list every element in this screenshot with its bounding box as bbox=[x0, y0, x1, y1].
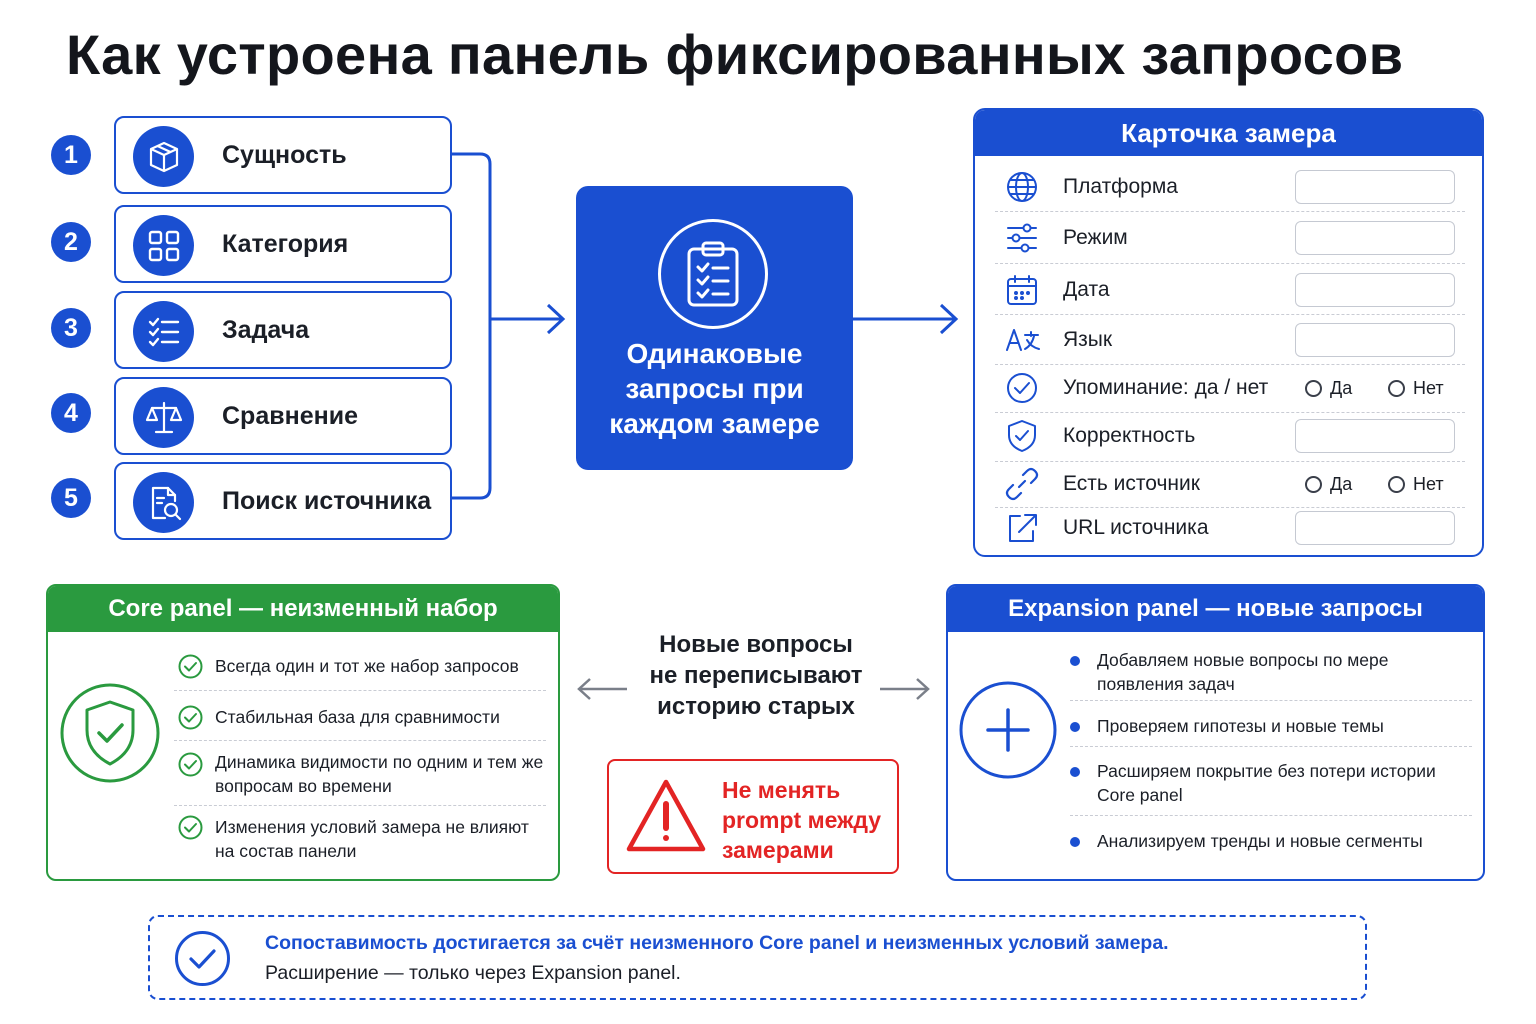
plus-circle-icon bbox=[958, 680, 1058, 780]
sliders-icon bbox=[1005, 221, 1039, 255]
divider bbox=[174, 740, 546, 741]
shield-check-icon bbox=[59, 682, 161, 784]
check-circle-icon bbox=[178, 752, 203, 777]
warning-triangle-icon bbox=[626, 778, 706, 854]
radio-label: Да bbox=[1330, 474, 1353, 494]
card-row-label: Упоминание: да / нет bbox=[1063, 376, 1269, 399]
radio-label: Да bbox=[1330, 378, 1353, 398]
comparability-note-line-1: Сопоставимость достигается за счёт неизменного Core panel и неизменных условий замера. bbox=[265, 932, 1169, 954]
comparability-note bbox=[148, 915, 1367, 1000]
card-row-label: Есть источник bbox=[1063, 472, 1200, 495]
warning-line-2: prompt между bbox=[722, 807, 882, 833]
history-note-line-1: Новые вопросы bbox=[659, 631, 853, 658]
language-icon bbox=[1005, 323, 1039, 357]
step-number-2: 2 bbox=[51, 222, 91, 262]
history-note-line-2: не переписывают bbox=[649, 662, 863, 689]
card-row-correctness bbox=[995, 419, 1465, 455]
expansion-panel bbox=[946, 584, 1485, 881]
step-source-search bbox=[114, 462, 452, 540]
card-row-label: Дата bbox=[1063, 278, 1110, 301]
radio-label: Нет bbox=[1413, 378, 1444, 398]
divider bbox=[174, 805, 546, 806]
same-queries-text bbox=[576, 336, 853, 441]
scales-icon bbox=[133, 387, 194, 448]
core-panel bbox=[46, 584, 560, 881]
measurement-card bbox=[973, 108, 1484, 557]
step-entity bbox=[114, 116, 452, 194]
expansion-item-text: Анализируем тренды и новые сегменты bbox=[1097, 831, 1423, 851]
card-row-language bbox=[995, 323, 1465, 359]
same-queries-box bbox=[576, 186, 853, 470]
globe-icon bbox=[1005, 170, 1039, 204]
divider bbox=[995, 314, 1465, 315]
mention-no-radio[interactable] bbox=[1388, 378, 1444, 399]
radio-circle bbox=[1305, 380, 1322, 397]
document-search-icon bbox=[133, 472, 194, 533]
divider bbox=[174, 690, 546, 691]
card-row-label: Платформа bbox=[1063, 175, 1178, 198]
step-number-1: 1 bbox=[51, 135, 91, 175]
divider bbox=[995, 461, 1465, 462]
core-item-text: Стабильная база для сравнимости bbox=[215, 707, 500, 727]
calendar-icon bbox=[1005, 273, 1039, 307]
warning-line-3: замерами bbox=[722, 837, 834, 863]
step-number-3: 3 bbox=[51, 308, 91, 348]
step-label: Поиск источника bbox=[222, 486, 432, 515]
divider bbox=[1070, 700, 1472, 701]
comparability-note-line-2: Расширение — только через Expansion panel. bbox=[265, 962, 681, 984]
grid-icon bbox=[133, 215, 194, 276]
mode-field[interactable] bbox=[1295, 221, 1455, 255]
card-row-mention bbox=[995, 371, 1465, 407]
radio-circle bbox=[1388, 380, 1405, 397]
bullet bbox=[1070, 767, 1080, 777]
step-label: Сравнение bbox=[222, 401, 358, 430]
divider bbox=[995, 412, 1465, 413]
core-item-text: Изменения условий замера не влияют на состав панели bbox=[215, 817, 529, 861]
divider bbox=[995, 263, 1465, 264]
card-row-label: Язык bbox=[1063, 328, 1113, 351]
correctness-field[interactable] bbox=[1295, 419, 1455, 453]
card-row-has-source bbox=[995, 467, 1465, 503]
card-row-label: Режим bbox=[1063, 226, 1128, 249]
check-circle-icon bbox=[178, 654, 203, 679]
radio-circle bbox=[1388, 476, 1405, 493]
clipboard-checklist-icon bbox=[658, 219, 768, 329]
step-comparison bbox=[114, 377, 452, 455]
step-task bbox=[114, 291, 452, 369]
step-label: Сущность bbox=[222, 140, 347, 169]
page-title: Как устроена панель фиксированных запросов bbox=[66, 23, 1404, 86]
expansion-item-text: Добавляем новые вопросы по мере появления задач bbox=[1097, 650, 1389, 694]
card-row-source-url bbox=[995, 511, 1465, 547]
source-url-field[interactable] bbox=[1295, 511, 1455, 545]
expansion-item-text: Проверяем гипотезы и новые темы bbox=[1097, 716, 1384, 736]
check-circle-icon bbox=[178, 705, 203, 730]
expansion-panel-title: Expansion panel — новые запросы bbox=[948, 586, 1483, 632]
cube-icon bbox=[133, 126, 194, 187]
check-circle-icon bbox=[174, 930, 231, 987]
step-label: Категория bbox=[222, 229, 349, 258]
check-circle-icon bbox=[1005, 371, 1039, 405]
step-label: Задача bbox=[222, 315, 310, 344]
divider bbox=[1070, 815, 1472, 816]
card-row-platform bbox=[995, 170, 1465, 206]
divider bbox=[995, 211, 1465, 212]
card-row-mode bbox=[995, 221, 1465, 257]
core-panel-title: Core panel — неизменный набор bbox=[48, 586, 558, 632]
bullet bbox=[1070, 722, 1080, 732]
warning-box bbox=[607, 759, 899, 874]
same-queries-line-3: каждом замере bbox=[609, 408, 820, 439]
warning-line-1: Не менять bbox=[722, 777, 841, 803]
platform-field[interactable] bbox=[1295, 170, 1455, 204]
shield-check-icon bbox=[1005, 419, 1039, 453]
card-row-label: Корректность bbox=[1063, 424, 1196, 447]
core-item-text: Динамика видимости по одним и тем же вопросам во времени bbox=[215, 752, 544, 796]
radio-circle bbox=[1305, 476, 1322, 493]
step-number-5: 5 bbox=[51, 478, 91, 518]
divider bbox=[1070, 746, 1472, 747]
history-note-line-3: историю старых bbox=[657, 693, 855, 720]
radio-label: Нет bbox=[1413, 474, 1444, 494]
core-item-text: Всегда один и тот же набор запросов bbox=[215, 656, 519, 676]
external-link-icon bbox=[1005, 511, 1039, 545]
mention-yes-radio[interactable] bbox=[1305, 378, 1352, 399]
bullet bbox=[1070, 656, 1080, 666]
card-row-label: URL источника bbox=[1063, 516, 1209, 539]
checklist-icon bbox=[133, 301, 194, 362]
source-no-radio[interactable] bbox=[1388, 474, 1444, 495]
source-yes-radio[interactable] bbox=[1305, 474, 1352, 495]
check-circle-icon bbox=[178, 815, 203, 840]
date-field[interactable] bbox=[1295, 273, 1455, 307]
step-category bbox=[114, 205, 452, 283]
language-field[interactable] bbox=[1295, 323, 1455, 357]
divider bbox=[995, 507, 1465, 508]
expansion-item-text: Расширяем покрытие без потери истории Core panel bbox=[1097, 761, 1436, 805]
history-note bbox=[636, 629, 876, 722]
bullet bbox=[1070, 837, 1080, 847]
divider bbox=[995, 364, 1465, 365]
same-queries-line-1: Одинаковые bbox=[626, 338, 803, 369]
measurement-card-title: Карточка замера bbox=[975, 110, 1482, 156]
link-icon bbox=[1005, 467, 1039, 501]
step-number-4: 4 bbox=[51, 393, 91, 433]
warning-text bbox=[722, 775, 892, 865]
same-queries-line-2: запросы при bbox=[625, 373, 804, 404]
card-row-date bbox=[995, 273, 1465, 309]
